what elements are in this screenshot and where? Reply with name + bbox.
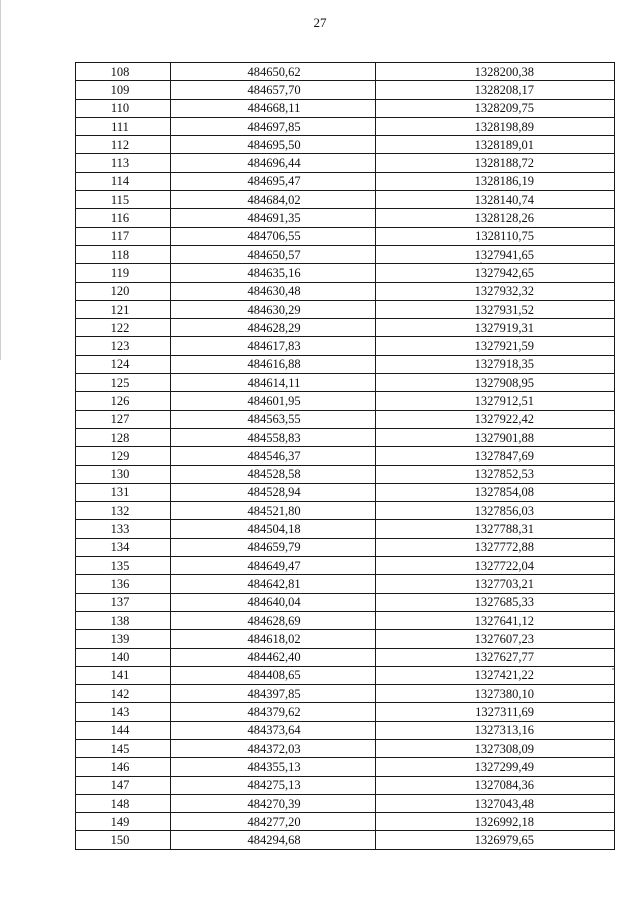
y-coordinate-cell: 1328209,75 <box>376 99 615 117</box>
y-coordinate-cell: 1327852,53 <box>376 465 615 483</box>
x-coordinate-cell: 484628,29 <box>171 319 376 337</box>
table-row <box>76 813 615 831</box>
y-coordinate-cell: 1327918,35 <box>376 355 615 373</box>
point-number-cell: 114 <box>76 172 171 190</box>
y-coordinate-cell: 1327901,88 <box>376 428 615 446</box>
table-row <box>76 685 615 703</box>
table-row <box>76 337 615 355</box>
table-row <box>76 209 615 227</box>
table-row <box>76 575 615 593</box>
x-coordinate-cell: 484372,03 <box>171 739 376 757</box>
x-coordinate-cell: 484630,48 <box>171 282 376 300</box>
x-coordinate-cell: 484697,85 <box>171 117 376 135</box>
x-coordinate-cell: 484635,16 <box>171 264 376 282</box>
point-number-cell: 135 <box>76 557 171 575</box>
point-number-cell: 150 <box>76 831 171 849</box>
table-row <box>76 264 615 282</box>
y-coordinate-cell: 1327421,22 <box>376 666 615 684</box>
y-coordinate-cell: 1328198,89 <box>376 117 615 135</box>
y-coordinate-cell: 1326979,65 <box>376 831 615 849</box>
table-row <box>76 648 615 666</box>
x-coordinate-cell: 484695,50 <box>171 136 376 154</box>
y-coordinate-cell: 1328189,01 <box>376 136 615 154</box>
point-number-cell: 133 <box>76 520 171 538</box>
point-number-cell: 148 <box>76 794 171 812</box>
point-number-cell: 115 <box>76 191 171 209</box>
y-coordinate-cell: 1327380,10 <box>376 685 615 703</box>
table-row <box>76 428 615 446</box>
y-coordinate-cell: 1327084,36 <box>376 776 615 794</box>
y-coordinate-cell: 1327772,88 <box>376 538 615 556</box>
x-coordinate-cell: 484696,44 <box>171 154 376 172</box>
table-row <box>76 81 615 99</box>
point-number-cell: 132 <box>76 502 171 520</box>
x-coordinate-cell: 484277,20 <box>171 813 376 831</box>
x-coordinate-cell: 484640,04 <box>171 593 376 611</box>
table-row <box>76 172 615 190</box>
point-number-cell: 121 <box>76 300 171 318</box>
y-coordinate-cell: 1327722,04 <box>376 557 615 575</box>
y-coordinate-cell: 1328200,38 <box>376 63 615 81</box>
x-coordinate-cell: 484616,88 <box>171 355 376 373</box>
x-coordinate-cell: 484657,70 <box>171 81 376 99</box>
table-row <box>76 282 615 300</box>
table-row <box>76 483 615 501</box>
table-row <box>76 739 615 757</box>
table-row <box>76 611 615 629</box>
point-number-cell: 112 <box>76 136 171 154</box>
y-coordinate-cell: 1327854,08 <box>376 483 615 501</box>
y-coordinate-cell: 1326992,18 <box>376 813 615 831</box>
y-coordinate-cell: 1328188,72 <box>376 154 615 172</box>
y-coordinate-cell: 1327043,48 <box>376 794 615 812</box>
point-number-cell: 110 <box>76 99 171 117</box>
point-number-cell: 144 <box>76 721 171 739</box>
x-coordinate-cell: 484649,47 <box>171 557 376 575</box>
table-row <box>76 154 615 172</box>
point-number-cell: 145 <box>76 739 171 757</box>
point-number-cell: 136 <box>76 575 171 593</box>
x-coordinate-cell: 484691,35 <box>171 209 376 227</box>
x-coordinate-cell: 484528,94 <box>171 483 376 501</box>
x-coordinate-cell: 484642,81 <box>171 575 376 593</box>
y-coordinate-cell: 1327922,42 <box>376 410 615 428</box>
y-coordinate-cell: 1327313,16 <box>376 721 615 739</box>
x-coordinate-cell: 484695,47 <box>171 172 376 190</box>
table-row <box>76 392 615 410</box>
y-coordinate-cell: 1327627,77 <box>376 648 615 666</box>
table-row <box>76 758 615 776</box>
y-coordinate-cell: 1327912,51 <box>376 392 615 410</box>
table-row <box>76 630 615 648</box>
table-row <box>76 794 615 812</box>
table-row <box>76 557 615 575</box>
y-coordinate-cell: 1328140,74 <box>376 191 615 209</box>
point-number-cell: 131 <box>76 483 171 501</box>
point-number-cell: 141 <box>76 666 171 684</box>
x-coordinate-cell: 484601,95 <box>171 392 376 410</box>
y-coordinate-cell: 1327921,59 <box>376 337 615 355</box>
y-coordinate-cell: 1327931,52 <box>376 300 615 318</box>
point-number-cell: 111 <box>76 117 171 135</box>
x-coordinate-cell: 484504,18 <box>171 520 376 538</box>
table-row <box>76 410 615 428</box>
y-coordinate-cell: 1327856,03 <box>376 502 615 520</box>
table-row <box>76 117 615 135</box>
y-coordinate-cell: 1327908,95 <box>376 374 615 392</box>
y-coordinate-cell: 1327685,33 <box>376 593 615 611</box>
y-coordinate-cell: 1327703,21 <box>376 575 615 593</box>
point-number-cell: 116 <box>76 209 171 227</box>
table-row <box>76 831 615 849</box>
y-coordinate-cell: 1328110,75 <box>376 227 615 245</box>
point-number-cell: 120 <box>76 282 171 300</box>
table-row <box>76 447 615 465</box>
x-coordinate-cell: 484558,83 <box>171 428 376 446</box>
point-number-cell: 149 <box>76 813 171 831</box>
point-number-cell: 127 <box>76 410 171 428</box>
point-number-cell: 142 <box>76 685 171 703</box>
y-coordinate-cell: 1328208,17 <box>376 81 615 99</box>
x-coordinate-cell: 484659,79 <box>171 538 376 556</box>
point-number-cell: 124 <box>76 355 171 373</box>
y-coordinate-cell: 1327299,49 <box>376 758 615 776</box>
point-number-cell: 146 <box>76 758 171 776</box>
point-number-cell: 113 <box>76 154 171 172</box>
table-row <box>76 319 615 337</box>
page-number: 27 <box>313 15 327 30</box>
table-row <box>76 136 615 154</box>
table-row <box>76 703 615 721</box>
y-coordinate-cell: 1327932,32 <box>376 282 615 300</box>
y-coordinate-cell: 1327311,69 <box>376 703 615 721</box>
point-number-cell: 109 <box>76 81 171 99</box>
x-coordinate-cell: 484462,40 <box>171 648 376 666</box>
y-coordinate-cell: 1328128,26 <box>376 209 615 227</box>
point-number-cell: 134 <box>76 538 171 556</box>
point-number-cell: 108 <box>76 63 171 81</box>
table-row <box>76 99 615 117</box>
table-row <box>76 374 615 392</box>
table-row <box>76 191 615 209</box>
table-row <box>76 245 615 263</box>
point-number-cell: 126 <box>76 392 171 410</box>
scan-edge-line <box>0 0 1 360</box>
x-coordinate-cell: 484563,55 <box>171 410 376 428</box>
y-coordinate-cell: 1327919,31 <box>376 319 615 337</box>
point-number-cell: 129 <box>76 447 171 465</box>
table-row <box>76 227 615 245</box>
x-coordinate-cell: 484614,11 <box>171 374 376 392</box>
coordinates-table <box>75 62 615 850</box>
table-row <box>76 502 615 520</box>
point-number-cell: 147 <box>76 776 171 794</box>
y-coordinate-cell: 1327788,31 <box>376 520 615 538</box>
table-row <box>76 355 615 373</box>
point-number-cell: 118 <box>76 245 171 263</box>
x-coordinate-cell: 484528,58 <box>171 465 376 483</box>
x-coordinate-cell: 484546,37 <box>171 447 376 465</box>
x-coordinate-cell: 484294,68 <box>171 831 376 849</box>
point-number-cell: 139 <box>76 630 171 648</box>
coordinates-table-body <box>76 63 615 850</box>
point-number-cell: 143 <box>76 703 171 721</box>
point-number-cell: 130 <box>76 465 171 483</box>
x-coordinate-cell: 484379,62 <box>171 703 376 721</box>
table-row <box>76 465 615 483</box>
table-row <box>76 300 615 318</box>
point-number-cell: 128 <box>76 428 171 446</box>
table-row <box>76 520 615 538</box>
table-row <box>76 63 615 81</box>
y-coordinate-cell: 1327308,09 <box>376 739 615 757</box>
x-coordinate-cell: 484617,83 <box>171 337 376 355</box>
x-coordinate-cell: 484668,11 <box>171 99 376 117</box>
x-coordinate-cell: 484373,64 <box>171 721 376 739</box>
y-coordinate-cell: 1327941,65 <box>376 245 615 263</box>
point-number-cell: 123 <box>76 337 171 355</box>
point-number-cell: 125 <box>76 374 171 392</box>
y-coordinate-cell: 1327847,69 <box>376 447 615 465</box>
y-coordinate-cell: 1327607,23 <box>376 630 615 648</box>
x-coordinate-cell: 484628,69 <box>171 611 376 629</box>
y-coordinate-cell: 1327641,12 <box>376 611 615 629</box>
x-coordinate-cell: 484618,02 <box>171 630 376 648</box>
x-coordinate-cell: 484684,02 <box>171 191 376 209</box>
point-number-cell: 138 <box>76 611 171 629</box>
point-number-cell: 117 <box>76 227 171 245</box>
table-row <box>76 776 615 794</box>
point-number-cell: 137 <box>76 593 171 611</box>
point-number-cell: 119 <box>76 264 171 282</box>
y-coordinate-cell: 1327942,65 <box>376 264 615 282</box>
x-coordinate-cell: 484650,62 <box>171 63 376 81</box>
table-row <box>76 593 615 611</box>
x-coordinate-cell: 484408,65 <box>171 666 376 684</box>
x-coordinate-cell: 484397,85 <box>171 685 376 703</box>
x-coordinate-cell: 484270,39 <box>171 794 376 812</box>
x-coordinate-cell: 484650,57 <box>171 245 376 263</box>
point-number-cell: 122 <box>76 319 171 337</box>
x-coordinate-cell: 484521,80 <box>171 502 376 520</box>
x-coordinate-cell: 484275,13 <box>171 776 376 794</box>
table-row <box>76 721 615 739</box>
y-coordinate-cell: 1328186,19 <box>376 172 615 190</box>
x-coordinate-cell: 484706,55 <box>171 227 376 245</box>
x-coordinate-cell: 484630,29 <box>171 300 376 318</box>
table-row <box>76 538 615 556</box>
table-row <box>76 666 615 684</box>
x-coordinate-cell: 484355,13 <box>171 758 376 776</box>
point-number-cell: 140 <box>76 648 171 666</box>
